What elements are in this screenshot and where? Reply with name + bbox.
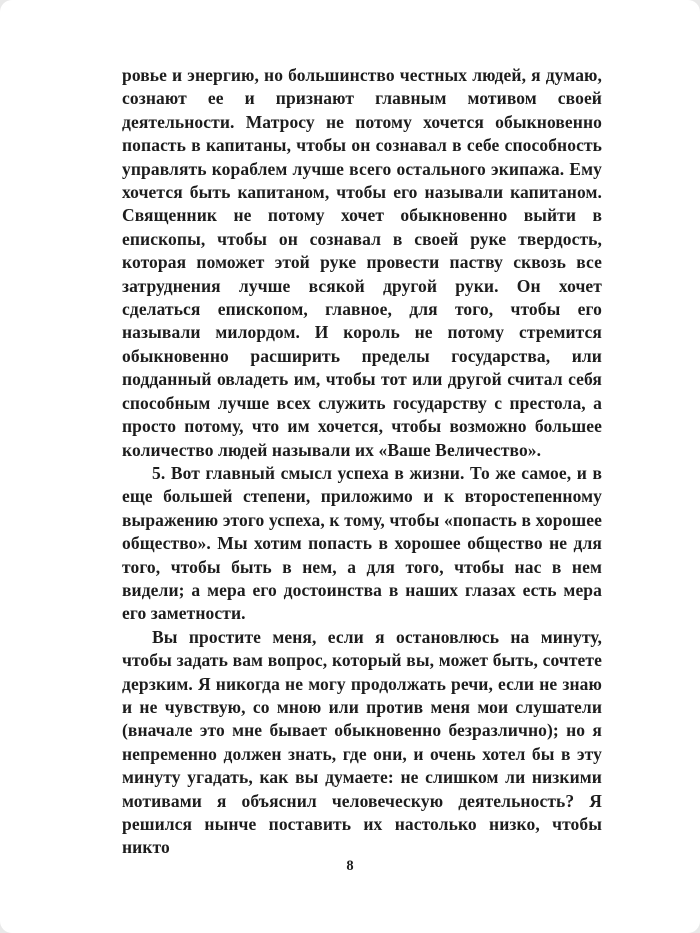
paragraph: ровье и энергию, но большинство честных людей, я думаю, сознают ее и признают главным мотивом своей деятельности. Матросу не потому хочется обыкновенно попасть в капитаны, чтобы он сознавал в себе способность управлять кораблем лучше всего остального экипажа. Ему хочется быть капитаном, чтобы его называли капитаном. Священник не потому хочет обыкновенно выйти в епископы, чтобы он сознавал в своей руке твердость, которая поможет этой руке провести паству сквозь все затруднения лучше всякой другой руки. Он хочет сделаться епископом, главное, для того, чтобы его называли милордом. И король не потому стремится обыкновенно расширить пределы государства, или подданный овладеть им, чтобы тот или другой считал себя способным лучше всех служить государству с престола, а просто потому, что им хочется, чтобы возможно большее количество людей называли их «Ваше Величество».	[122, 65, 602, 460]
page-text	[122, 64, 602, 860]
paragraph: 5. Вот главный смысл успеха в жизни. То же самое, и в еще большей степени, приложимо и к второстепенному выражению этого успеха, к тому, чтобы «попасть в хорошее общество». Мы хотим попасть в хорошее общество не для того, чтобы быть в нем, а для того, чтобы нас в нем видели; а мера его достоинства в наших глазах есть мера его заметности.	[122, 462, 602, 624]
page-number: 8	[346, 858, 354, 874]
paragraph: Вы простите меня, если я остановлюсь на минуту, чтобы задать вам вопрос, который вы, может быть, сочтете дерзким. Я никогда не могу продолжать речи, если не знаю и не чувствую, со мною или против меня мои слушатели (вначале это мне бывает обыкновенно безразлично); но я непременно должен знать, где они, и очень хотел бы в эту минуту угадать, как вы думаете: не слишком ли низкими мотивами я объяснил человеческую деятельность? Я решился нынче поставить их настолько низко, чтобы никто	[122, 626, 602, 858]
